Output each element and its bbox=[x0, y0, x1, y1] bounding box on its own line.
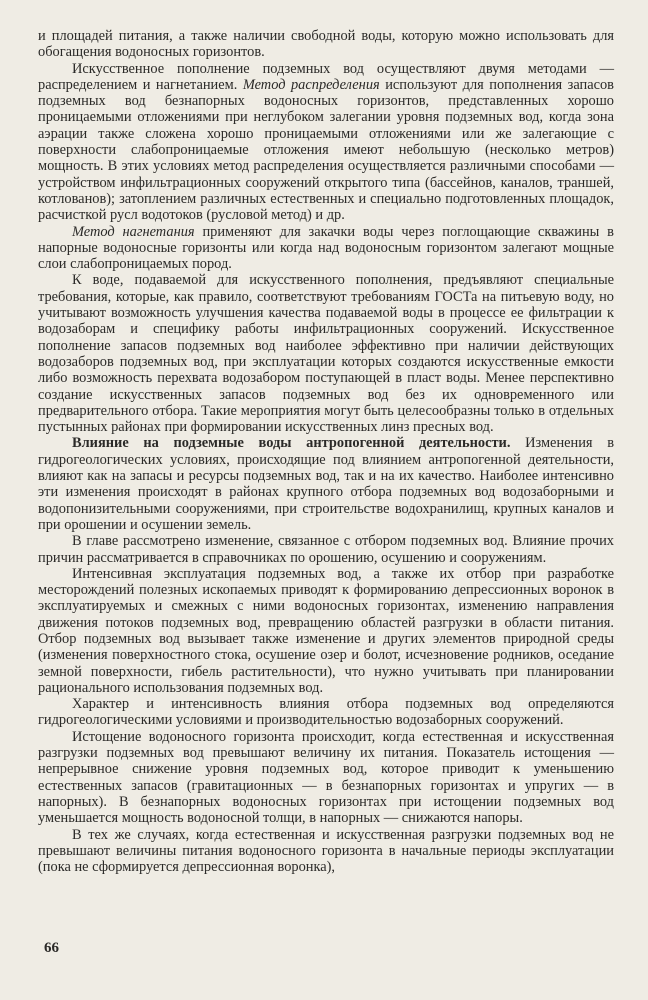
paragraph: и площадей питания, а также наличии свободной воды, которую можно использовать для обогащения водоносных горизонтов. bbox=[38, 28, 614, 61]
page-number: 66 bbox=[44, 940, 59, 956]
paragraph: Характер и интенсивность влияния отбора подземных вод определяются гидрогеологическими условиями и производительностью водозаборных сооружений. bbox=[38, 696, 614, 729]
paragraph-text: используют для пополнения запасов подземных вод безнапорных водоносных горизонтов, представленных хорошо проницаемыми отложениями при неглубоком залегании уровня подземных вод, когда зона аэрации также сложена хорошо проницаемыми отложениями или же залегающие с поверхности слабопроницаемые отложения имеют небольшую (несколько метров) мощность. В этих условиях метод распределения осуществляется различными способами — устройством инфильтрационных сооружений открытого типа (бассейнов, каналов, траншей, котлованов); затоплением различных естественных и специально подготовленных площадок, расчисткой русл водотоков (русловой метод) и др. bbox=[38, 76, 614, 224]
section-heading: Влияние на подземные воды антропогенной деятельности. bbox=[72, 435, 511, 452]
italic-term: Метод нагнетания bbox=[72, 223, 195, 240]
italic-term: Метод распределения bbox=[242, 76, 380, 93]
paragraph: В тех же случаях, когда естественная и искусственная разгрузки подземных вод не превышают величины питания водоносного горизонта в начальные периоды эксплуатации (пока не сформируется депрессионная воронка), bbox=[38, 826, 614, 876]
paragraph: Истощение водоносного горизонта происходит, когда естественная и искусственная разгрузки подземных вод превышают величину их питания. Показатель истощения — непрерывное снижение уровня подземных вод, которое приводит к уменьшению естественных запасов (гравитационных — в безнапорных горизонтах и упругих — в напорных). В безнапорных водоносных горизонтах при истощении подземных вод уменьшается мощность водоносной толщи, в напорных — снижаются напоры. bbox=[38, 728, 614, 827]
paragraph: Интенсивная эксплуатация подземных вод, а также их отбор при разработке месторождений полезных ископаемых приводят к формированию депрессионных воронок в эксплуатируемых и смежных с ними водоносных горизонтах, изменению направления движения потоков подземных вод, превращению областей разгрузки в области питания. Отбор подземных вод вызывает также изменение и других элементов природной среды (изменения поверхностного стока, осушение озер и болот, исчезновение родников, оседание земной поверхности, гибель растительности), что нужно учитывать при планировании рационального использования подземных вод. bbox=[38, 565, 614, 696]
paragraph-text: Изменения в гидрогеологических условиях, происходящие под влиянием антропогенной деятельности, влияют как на запасы и ресурсы подземных вод, так и на их качество. Наиболее интенсивно эти изменения происходят в районах крупного отбора подземных вод водозаборными и водопонизительными сооружениями, при строительстве водохранилищ, крупных каналов и при орошении и осушении земель. bbox=[38, 435, 614, 533]
paragraph bbox=[38, 224, 614, 273]
paragraph bbox=[38, 61, 614, 224]
page-body bbox=[38, 28, 614, 875]
paragraph-text: применяют для закачки воды через поглощающие скважины в напорные водоносные горизонты или когда над водоносным горизонтом залегают мощные слои слабопроницаемых пород. bbox=[38, 223, 614, 273]
paragraph: К воде, подаваемой для искусственного пополнения, предъявляют специальные требования, которые, как правило, соответствуют требованиям ГОСТа на питьевую воду, но учитывают возможность улучшения качества подаваемой воды в процессе ее фильтрации к водозаборам и специфику работы инфильтрационных сооружений. Искусственное пополнение запасов подземных вод наиболее эффективно при наличии действующих водозаборов подземных вод, при эксплуатации которых создаются искусственные емкости либо возможность перехвата водозабором поступающей в пласт воды. Менее перспективно создание искусственных запасов подземных вод без их одновременного или предварительного отбора. Такие мероприятия могут быть целесообразны только в отдельных пустынных районах при формировании искусственных линз пресных вод. bbox=[38, 272, 614, 436]
paragraph-text: Искусственное пополнение подземных вод осуществляют двумя методами — распределением и нагнетанием. bbox=[38, 60, 614, 93]
paragraph bbox=[38, 435, 614, 533]
paragraph: В главе рассмотрено изменение, связанное с отбором подземных вод. Влияние прочих причин рассматривается в справочниках по орошению, осушению и сооружениям. bbox=[38, 533, 614, 566]
